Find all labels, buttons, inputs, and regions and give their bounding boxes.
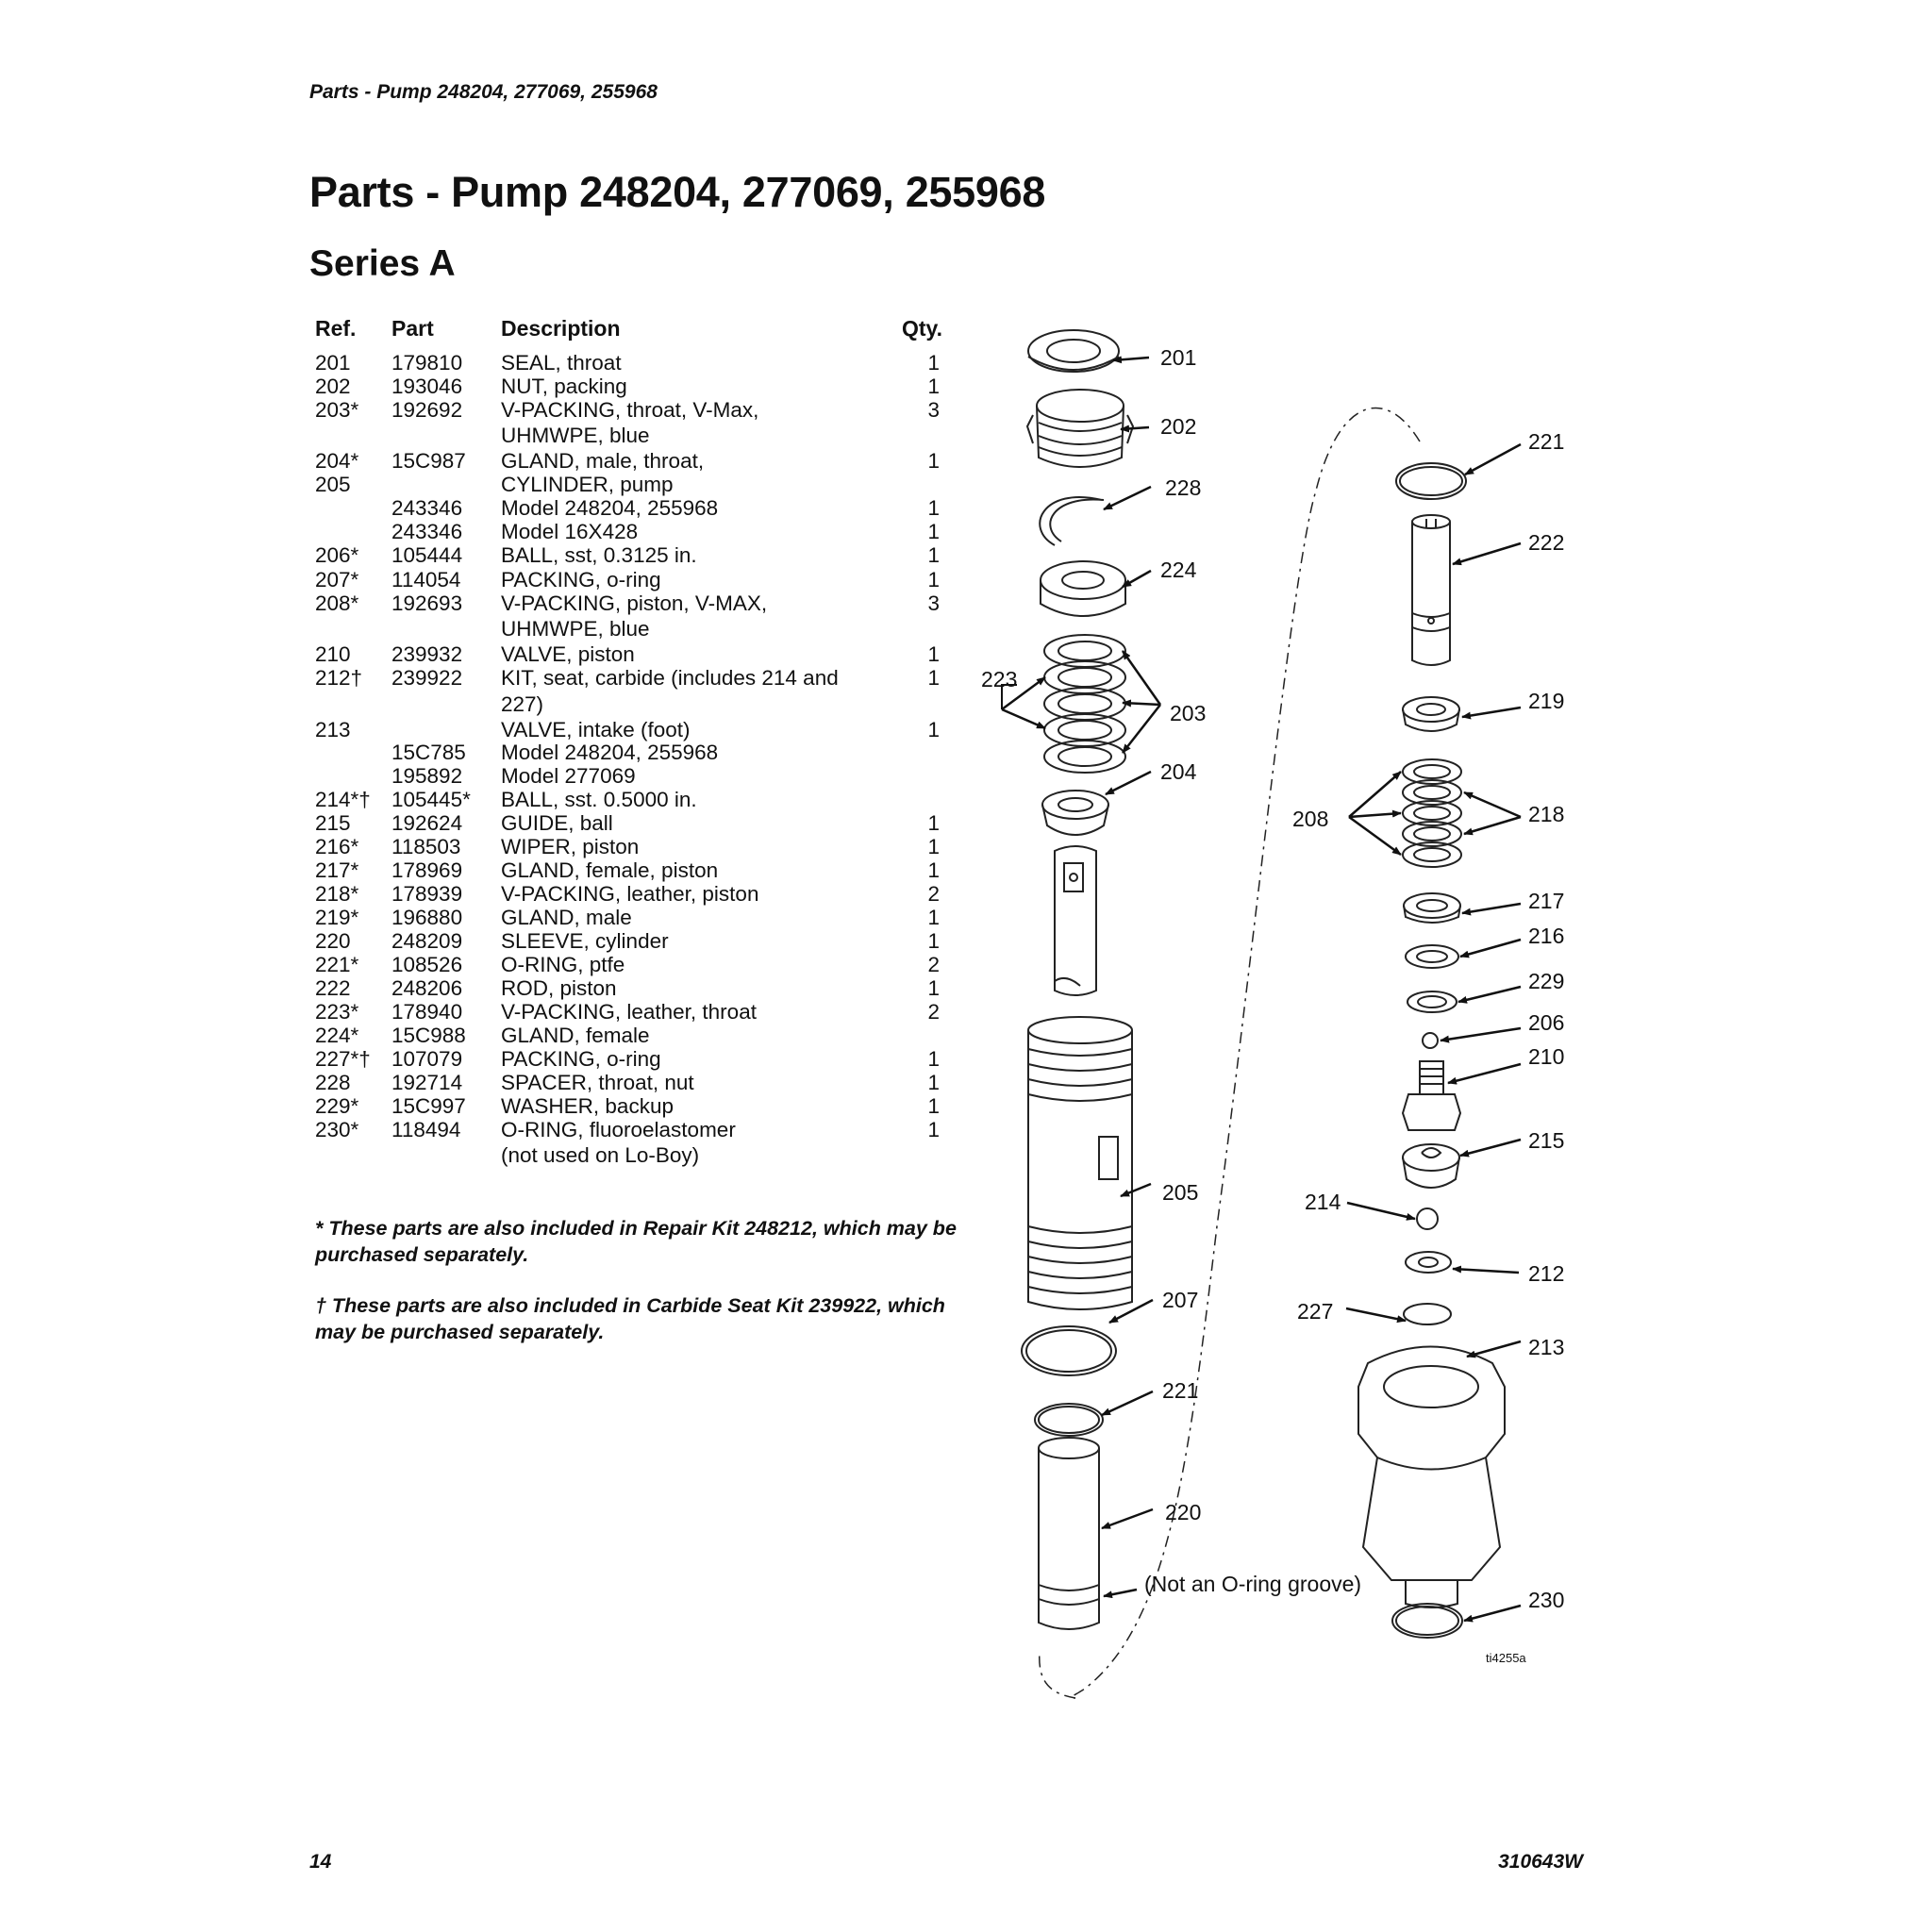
cell-qty: 1 [927, 1094, 940, 1118]
cell-description: V-PACKING, leather, piston [501, 882, 759, 906]
cell-qty: 1 [927, 906, 940, 929]
o-ring-groove-note: (Not an O-ring groove) [1144, 1572, 1362, 1596]
cell-description: ROD, piston [501, 976, 617, 1000]
v-packings-208-218 [1403, 759, 1461, 867]
cell-ref: 221* [315, 953, 359, 976]
cell-description: UHMWPE, blue [501, 617, 650, 641]
callout-204: 204 [1160, 759, 1197, 784]
wiper-216 [1406, 945, 1458, 968]
cell-ref: 229* [315, 1094, 359, 1118]
table-row [315, 1000, 975, 1024]
cell-qty: 1 [927, 642, 940, 666]
table-row [315, 906, 975, 930]
callout-206: 206 [1528, 1010, 1565, 1035]
spacer-228 [1040, 497, 1104, 545]
cell-part: 178969 [391, 858, 463, 882]
cell-description: VALVE, piston [501, 642, 635, 666]
header-ref: Ref. [315, 316, 357, 341]
callout-218: 218 [1528, 802, 1565, 826]
cell-part: 192714 [391, 1071, 463, 1094]
o-ring-230 [1392, 1604, 1462, 1638]
cell-description: BALL, sst, 0.3125 in. [501, 543, 697, 567]
cell-description: VALVE, intake (foot) [501, 718, 691, 741]
cell-qty: 1 [927, 375, 940, 398]
cell-part: 196880 [391, 906, 463, 929]
guide-ball-215 [1403, 1144, 1459, 1188]
callout-223: 223 [981, 667, 1018, 691]
cell-ref: 201 [315, 351, 351, 375]
cell-qty: 1 [927, 1118, 940, 1141]
cell-qty: 1 [927, 1071, 940, 1094]
callout-219: 219 [1528, 689, 1565, 713]
cell-description: (not used on Lo-Boy) [501, 1143, 700, 1167]
seat-212 [1406, 1252, 1451, 1273]
callout-213: 213 [1528, 1335, 1565, 1359]
document-number: 310643W [1498, 1851, 1583, 1873]
cell-description: BALL, sst. 0.5000 in. [501, 788, 697, 811]
intake-valve-213 [1358, 1347, 1505, 1608]
cell-part: 192624 [391, 811, 463, 835]
cell-part: 114054 [391, 568, 461, 591]
cell-qty: 1 [927, 1047, 940, 1071]
cell-part: 179810 [391, 351, 463, 375]
cell-description: KIT, seat, carbide (includes 214 and [501, 666, 839, 690]
piston-rod-pin [1055, 846, 1096, 995]
cell-part: 243346 [391, 496, 463, 520]
cell-ref: 206* [315, 543, 359, 567]
callout-222: 222 [1528, 530, 1565, 555]
cell-ref: 212† [315, 666, 363, 690]
header-part: Part [391, 316, 434, 341]
cell-description: V-PACKING, piston, V-MAX, [501, 591, 768, 615]
cell-ref: 220 [315, 929, 351, 953]
table-row [315, 473, 975, 497]
cell-description: SPACER, throat, nut [501, 1071, 694, 1094]
cell-ref: 216* [315, 835, 359, 858]
cell-description: WASHER, backup [501, 1094, 674, 1118]
piston-rod-222 [1412, 515, 1450, 665]
cell-description: SLEEVE, cylinder [501, 929, 669, 953]
cell-description: O-RING, ptfe [501, 953, 625, 976]
cell-description: Model 16X428 [501, 520, 639, 543]
cell-description: WIPER, piston [501, 835, 640, 858]
cell-ref: 215 [315, 811, 351, 835]
cell-description: 227) [501, 692, 544, 716]
cell-part: 193046 [391, 375, 463, 398]
cell-ref: 227*† [315, 1047, 371, 1071]
callout-202: 202 [1160, 414, 1197, 439]
table-row [315, 375, 975, 399]
cell-qty: 1 [927, 718, 940, 741]
cell-part: 195892 [391, 764, 463, 788]
table-row [315, 741, 975, 765]
cell-ref: 228 [315, 1071, 351, 1094]
table-row [315, 496, 975, 521]
o-ring-221-upper [1396, 463, 1466, 499]
cell-ref: 202 [315, 375, 351, 398]
cell-part: 15C988 [391, 1024, 466, 1047]
cell-part: 118494 [391, 1118, 461, 1141]
table-row [315, 398, 975, 423]
seal-throat-201 [1028, 330, 1119, 372]
table-row [315, 1118, 975, 1142]
cell-part: 239922 [391, 666, 463, 690]
cell-qty: 1 [927, 858, 940, 882]
washer-229 [1407, 991, 1457, 1012]
cell-part: 192692 [391, 398, 463, 422]
cell-ref: 213 [315, 718, 351, 741]
callout-205: 205 [1162, 1180, 1199, 1205]
table-row [315, 718, 975, 742]
gland-female-224 [1041, 561, 1125, 616]
cell-qty: 2 [927, 953, 940, 976]
callout-224: 224 [1160, 558, 1197, 582]
cell-part: 192693 [391, 591, 463, 615]
cell-ref: 207* [315, 568, 359, 591]
table-row [315, 811, 975, 836]
cell-description: PACKING, o-ring [501, 568, 661, 591]
figure-id: ti4255a [1486, 1651, 1526, 1665]
table-row [315, 929, 975, 954]
cell-description: O-RING, fluoroelastomer [501, 1118, 736, 1141]
table-row [315, 882, 975, 907]
callout-227: 227 [1297, 1299, 1334, 1324]
cell-ref: 204* [315, 449, 359, 473]
header-qty: Qty. [902, 316, 943, 341]
cell-qty: 1 [927, 520, 940, 543]
callout-229: 229 [1528, 969, 1565, 993]
cylinder-pump-205 [1028, 1017, 1132, 1309]
valve-piston-210 [1403, 1061, 1460, 1130]
gland-male-219 [1403, 697, 1459, 731]
cell-ref: 223* [315, 1000, 359, 1024]
cell-ref: 230* [315, 1118, 359, 1141]
cell-ref: 208* [315, 591, 359, 615]
callout-212: 212 [1528, 1261, 1565, 1286]
table-row [315, 1094, 975, 1119]
cell-qty: 2 [927, 1000, 940, 1024]
table-row [315, 1143, 975, 1168]
cell-part: 105444 [391, 543, 463, 567]
cell-ref: 210 [315, 642, 351, 666]
cell-description: V-PACKING, leather, throat [501, 1000, 757, 1024]
table-row [315, 858, 975, 883]
cell-part: 15C785 [391, 741, 466, 764]
cell-part: 108526 [391, 953, 463, 976]
callout-228: 228 [1165, 475, 1202, 500]
cell-description: GLAND, female, piston [501, 858, 719, 882]
cell-description: GLAND, male, throat, [501, 449, 705, 473]
table-row [315, 692, 975, 717]
table-row [315, 976, 975, 1001]
cell-ref: 218* [315, 882, 359, 906]
page-title: Parts - Pump 248204, 277069, 255968 [309, 168, 1046, 216]
cell-qty: 3 [927, 398, 940, 422]
cell-part: 239932 [391, 642, 463, 666]
series-subtitle: Series A [309, 243, 456, 284]
callout-207: 207 [1162, 1288, 1199, 1312]
cell-description: Model 248204, 255968 [501, 496, 719, 520]
cell-description: PACKING, o-ring [501, 1047, 661, 1071]
callout-221-upper: 221 [1528, 429, 1565, 454]
o-ring-221-lower [1035, 1404, 1103, 1436]
assembly-dashed-path [1072, 408, 1420, 1698]
cell-part: 118503 [391, 835, 461, 858]
header-description: Description [501, 316, 621, 341]
cell-description: GLAND, male [501, 906, 632, 929]
cell-description: Model 277069 [501, 764, 636, 788]
cell-part: 178940 [391, 1000, 463, 1024]
callout-217: 217 [1528, 889, 1565, 913]
table-row [315, 543, 975, 568]
ball-206 [1423, 1033, 1438, 1048]
sleeve-cylinder-220 [1039, 1438, 1099, 1629]
cell-part: 105445* [391, 788, 471, 811]
callout-203: 203 [1170, 701, 1207, 725]
cell-part: 15C987 [391, 449, 466, 473]
table-row [315, 617, 975, 641]
callout-215: 215 [1528, 1128, 1565, 1153]
cell-part: 243346 [391, 520, 463, 543]
repair-kit-note: * These parts are also included in Repair Kit 248212, which may be purchased separately. [315, 1217, 957, 1266]
table-row [315, 953, 975, 977]
cell-ref: 205 [315, 473, 351, 496]
cell-qty: 1 [927, 811, 940, 835]
table-row [315, 666, 975, 691]
cell-ref: 219* [315, 906, 359, 929]
cell-ref: 224* [315, 1024, 359, 1047]
cell-qty: 1 [927, 976, 940, 1000]
page-number: 14 [309, 1851, 332, 1873]
table-row [315, 764, 975, 789]
carbide-kit-note: † These parts are also included in Carbide Seat Kit 239922, which may be purchased separately. [315, 1294, 945, 1343]
gland-male-204 [1042, 791, 1108, 835]
table-row [315, 520, 975, 544]
parts-table [315, 317, 975, 1185]
cell-qty: 1 [927, 543, 940, 567]
cell-part: 178939 [391, 882, 463, 906]
table-row [315, 1047, 975, 1072]
cell-description: NUT, packing [501, 375, 627, 398]
table-row [315, 1071, 975, 1095]
callout-221-lower: 221 [1162, 1378, 1199, 1403]
callout-216: 216 [1528, 924, 1565, 948]
table-row [315, 788, 975, 812]
cell-description: Model 248204, 255968 [501, 741, 719, 764]
callout-210: 210 [1528, 1044, 1565, 1069]
cell-description: UHMWPE, blue [501, 424, 650, 447]
table-row [315, 642, 975, 667]
cell-qty: 1 [927, 496, 940, 520]
table-row [315, 351, 975, 375]
table-row [315, 835, 975, 859]
v-packings-203-223 [1044, 635, 1125, 773]
cell-qty: 1 [927, 449, 940, 473]
cell-description: SEAL, throat [501, 351, 622, 375]
callout-220: 220 [1165, 1500, 1202, 1524]
nut-packing-202 [1027, 390, 1133, 467]
o-ring-207 [1022, 1326, 1116, 1375]
o-ring-227 [1404, 1304, 1451, 1324]
table-header-row [315, 317, 975, 341]
cell-ref: 222 [315, 976, 351, 1000]
running-header: Parts - Pump 248204, 277069, 255968 [309, 81, 658, 103]
table-row [315, 449, 975, 474]
table-row [315, 424, 975, 448]
cell-description: CYLINDER, pump [501, 473, 674, 496]
ball-214 [1417, 1208, 1438, 1229]
cell-description: V-PACKING, throat, V-Max, [501, 398, 759, 422]
cell-qty: 1 [927, 929, 940, 953]
cell-qty: 1 [927, 835, 940, 858]
cell-part: 248206 [391, 976, 463, 1000]
cell-qty: 1 [927, 666, 940, 690]
cell-part: 15C997 [391, 1094, 466, 1118]
cell-description: GUIDE, ball [501, 811, 613, 835]
cell-ref: 214*† [315, 788, 371, 811]
cell-part: 248209 [391, 929, 463, 953]
cell-description: GLAND, female [501, 1024, 650, 1047]
cell-qty: 1 [927, 351, 940, 375]
callout-201: 201 [1160, 345, 1197, 370]
table-row [315, 1024, 975, 1048]
cell-ref: 203* [315, 398, 359, 422]
cell-qty: 1 [927, 568, 940, 591]
cell-ref: 217* [315, 858, 359, 882]
cell-qty: 3 [927, 591, 940, 615]
callout-214: 214 [1305, 1190, 1341, 1214]
gland-female-217 [1404, 893, 1460, 923]
callout-230: 230 [1528, 1588, 1565, 1612]
table-row [315, 591, 975, 616]
table-row [315, 568, 975, 592]
callout-208: 208 [1292, 807, 1329, 831]
cell-part: 107079 [391, 1047, 463, 1071]
cell-qty: 2 [927, 882, 940, 906]
